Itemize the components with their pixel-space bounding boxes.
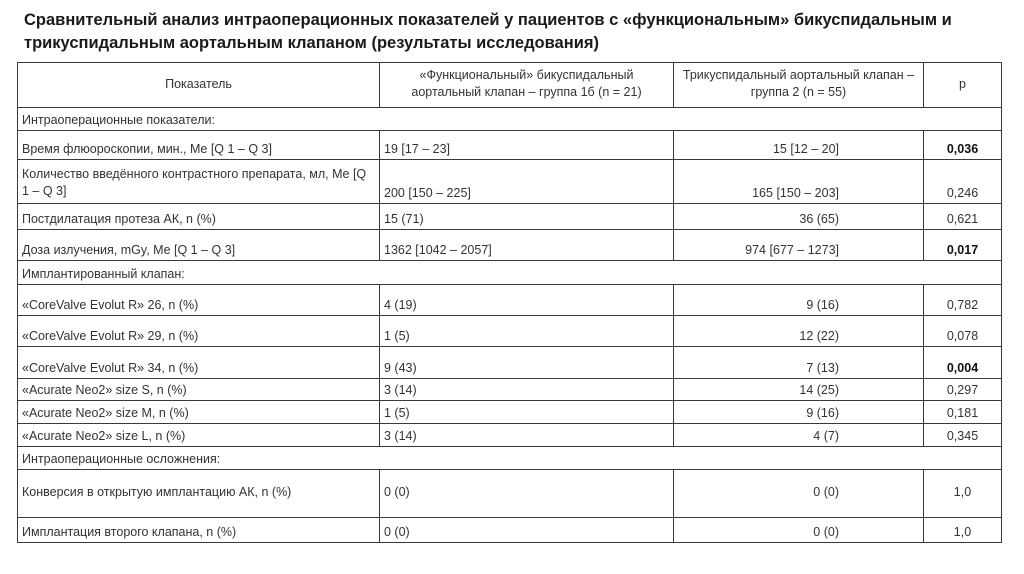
- table-row: [18, 285, 1002, 316]
- cell-group1: 3 (14): [380, 379, 674, 401]
- section-label: Интраоперационные осложнения:: [18, 447, 1002, 470]
- cell-group2: 9 (16): [674, 285, 924, 316]
- section-row: [18, 108, 1002, 131]
- cell-group2: 9 (16): [674, 401, 924, 424]
- cell-p: 0,782: [924, 285, 1002, 316]
- cell-group2: 4 (7): [674, 424, 924, 447]
- cell-group1: 1362 [1042 – 2057]: [380, 230, 674, 261]
- cell-indicator: Количество введённого контрастного препарата, мл, Me [Q 1 – Q 3]: [18, 160, 380, 204]
- cell-group1: 1 (5): [380, 316, 674, 347]
- header-p: р: [924, 63, 1002, 108]
- table-row: [18, 230, 1002, 261]
- cell-indicator: «CoreValve Evolut R» 34, n (%): [18, 347, 380, 379]
- cell-p: 0,078: [924, 316, 1002, 347]
- cell-group2: 14 (25): [674, 379, 924, 401]
- cell-group2: 15 [12 – 20]: [674, 131, 924, 160]
- table-row: [18, 518, 1002, 543]
- table-row: [18, 470, 1002, 518]
- header-group2: Трикуспидальный аортальный клапан – группа 2 (n = 55): [674, 63, 924, 108]
- cell-p: 0,181: [924, 401, 1002, 424]
- cell-p: 1,0: [924, 518, 1002, 543]
- cell-p: 0,297: [924, 379, 1002, 401]
- cell-group2: 7 (13): [674, 347, 924, 379]
- header-group1: «Функциональный» бикуспидальный аортальный клапан – группа 1б (n = 21): [380, 63, 674, 108]
- cell-indicator: Доза излучения, mGy, Me [Q 1 – Q 3]: [18, 230, 380, 261]
- cell-indicator: «CoreValve Evolut R» 26, n (%): [18, 285, 380, 316]
- table-row: [18, 424, 1002, 447]
- cell-indicator: «CoreValve Evolut R» 29, n (%): [18, 316, 380, 347]
- cell-group1: 15 (71): [380, 204, 674, 230]
- table-row: [18, 160, 1002, 204]
- table-row: [18, 347, 1002, 379]
- table-row: [18, 204, 1002, 230]
- cell-group1: 4 (19): [380, 285, 674, 316]
- cell-group2: 36 (65): [674, 204, 924, 230]
- cell-group1: 200 [150 – 225]: [380, 160, 674, 204]
- cell-group1: 0 (0): [380, 470, 674, 518]
- cell-group1: 3 (14): [380, 424, 674, 447]
- header-row: [18, 63, 1002, 108]
- cell-indicator: Конверсия в открытую имплантацию АК, n (%): [18, 470, 380, 518]
- cell-p: 0,017: [924, 230, 1002, 261]
- results-table: [17, 62, 1002, 543]
- header-indicator: Показатель: [18, 63, 380, 108]
- cell-group2: 165 [150 – 203]: [674, 160, 924, 204]
- section-row: [18, 447, 1002, 470]
- cell-group1: 9 (43): [380, 347, 674, 379]
- section-label: Имплантированный клапан:: [18, 261, 1002, 285]
- cell-group1: 1 (5): [380, 401, 674, 424]
- table-row: [18, 401, 1002, 424]
- cell-indicator: «Acurate Neo2» size S, n (%): [18, 379, 380, 401]
- cell-indicator: Имплантация второго клапана, n (%): [18, 518, 380, 543]
- table-row: [18, 316, 1002, 347]
- cell-indicator: Время флюороскопии, мин., Me [Q 1 – Q 3]: [18, 131, 380, 160]
- cell-indicator: «Acurate Neo2» size L, n (%): [18, 424, 380, 447]
- cell-p: 0,621: [924, 204, 1002, 230]
- cell-indicator: «Acurate Neo2» size M, n (%): [18, 401, 380, 424]
- cell-group2: 974 [677 – 1273]: [674, 230, 924, 261]
- page-title: Сравнительный анализ интраоперационных показателей у пациентов с «функциональным» бикуспидальным и трикуспидальным аортальным клапаном (результаты исследования): [24, 11, 952, 52]
- cell-p: 0,036: [924, 131, 1002, 160]
- table-row: [18, 131, 1002, 160]
- cell-p: 0,004: [924, 347, 1002, 379]
- cell-p: 0,345: [924, 424, 1002, 447]
- cell-group2: 0 (0): [674, 518, 924, 543]
- cell-p: 0,246: [924, 160, 1002, 204]
- cell-group2: 0 (0): [674, 470, 924, 518]
- cell-group2: 12 (22): [674, 316, 924, 347]
- cell-group1: 0 (0): [380, 518, 674, 543]
- table-row: [18, 379, 1002, 401]
- section-row: [18, 261, 1002, 285]
- cell-group1: 19 [17 – 23]: [380, 131, 674, 160]
- section-label: Интраоперационные показатели:: [18, 108, 1002, 131]
- cell-p: 1,0: [924, 470, 1002, 518]
- cell-indicator: Постдилатация протеза АК, n (%): [18, 204, 380, 230]
